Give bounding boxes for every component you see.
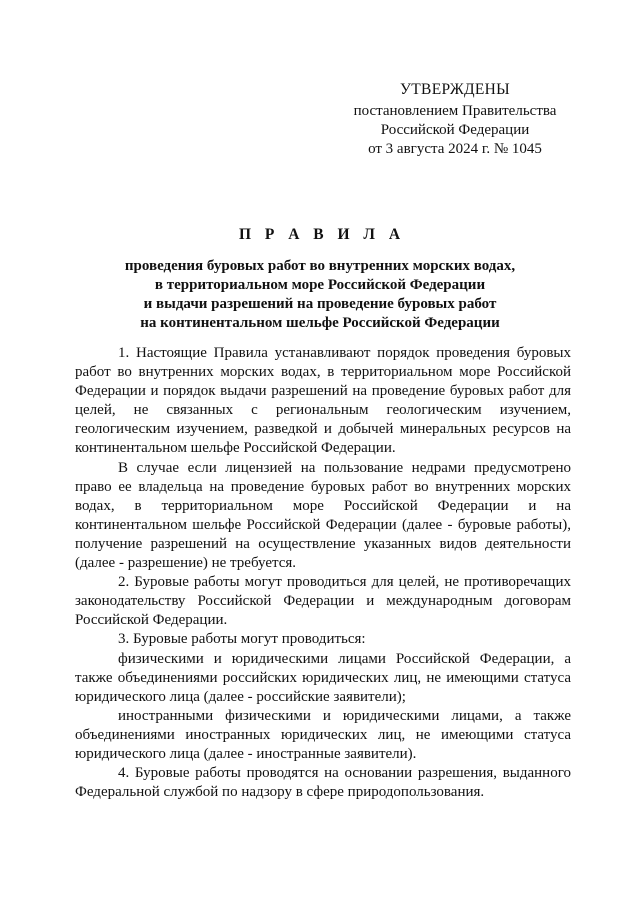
paragraph-3: 3. Буровые работы могут проводиться: xyxy=(118,631,366,648)
subtitle-line: на континентальном шельфе Российской Федерации xyxy=(140,315,500,331)
approval-title: УТВЕРЖДЕНЫ xyxy=(400,81,510,98)
approval-stamp xyxy=(330,80,580,159)
paragraph-1: 1. Настоящие Правила устанавливают порядок проведения буровых работ во внутренних морских водах, в территориальном море Российской Федерации и порядок выдачи разрешений на проведение буровых работ для целей, не связанных с региональным геологическим изучением, геологическим изучением, разведкой и добычей минеральных ресурсов на континентальном шельфе Российской Федерации. xyxy=(75,345,571,457)
subtitle-line: проведения буровых работ во внутренних морских водах, xyxy=(124,258,516,274)
subtitle-line: и выдачи разрешений на проведение буровых работ xyxy=(143,296,497,312)
approval-line-decree: постановлением Правительства xyxy=(353,103,557,119)
paragraph-3-item-russian: физическими и юридическими лицами Российской Федерации, а также объединениями российских юридических лиц, не имеющими статуса юридического лица (далее - российские заявители); xyxy=(75,650,571,705)
approval-line-date: от 3 августа 2024 г. № 1045 xyxy=(368,141,542,157)
paragraph-1-note: В случае если лицензией на пользование недрами предусмотрено право ее владельца на проведение буровых работ во внутренних морских водах, в территориальном море Российской Федерации и на континентальном шельфе Российской Федерации (далее - буровые работы), получение разрешений на осуществление указанных видов деятельности (далее - разрешение) не требуется. xyxy=(75,459,571,572)
paragraph-4: 4. Буровые работы проводятся на основании разрешения, выданного Федеральной службой по надзору в сфере природопользования. xyxy=(75,765,571,801)
document-body xyxy=(75,344,571,802)
paragraph-3-item-foreign: иностранными физическими и юридическими лицами, а также объединениями иностранных юридических лиц, не имеющими статуса юридического лица (далее - иностранные заявители). xyxy=(75,707,571,762)
document-heading xyxy=(0,226,640,333)
subtitle-line: в территориальном море Российской Федерации xyxy=(154,277,486,293)
paragraph-2: 2. Буровые работы могут проводиться для целей, не противоречащих законодательству Российской Федерации и международным договорам Российской Федерации. xyxy=(75,574,571,629)
approval-line-government: Российской Федерации xyxy=(380,122,530,138)
document-title: П Р А В И Л А xyxy=(238,226,406,243)
